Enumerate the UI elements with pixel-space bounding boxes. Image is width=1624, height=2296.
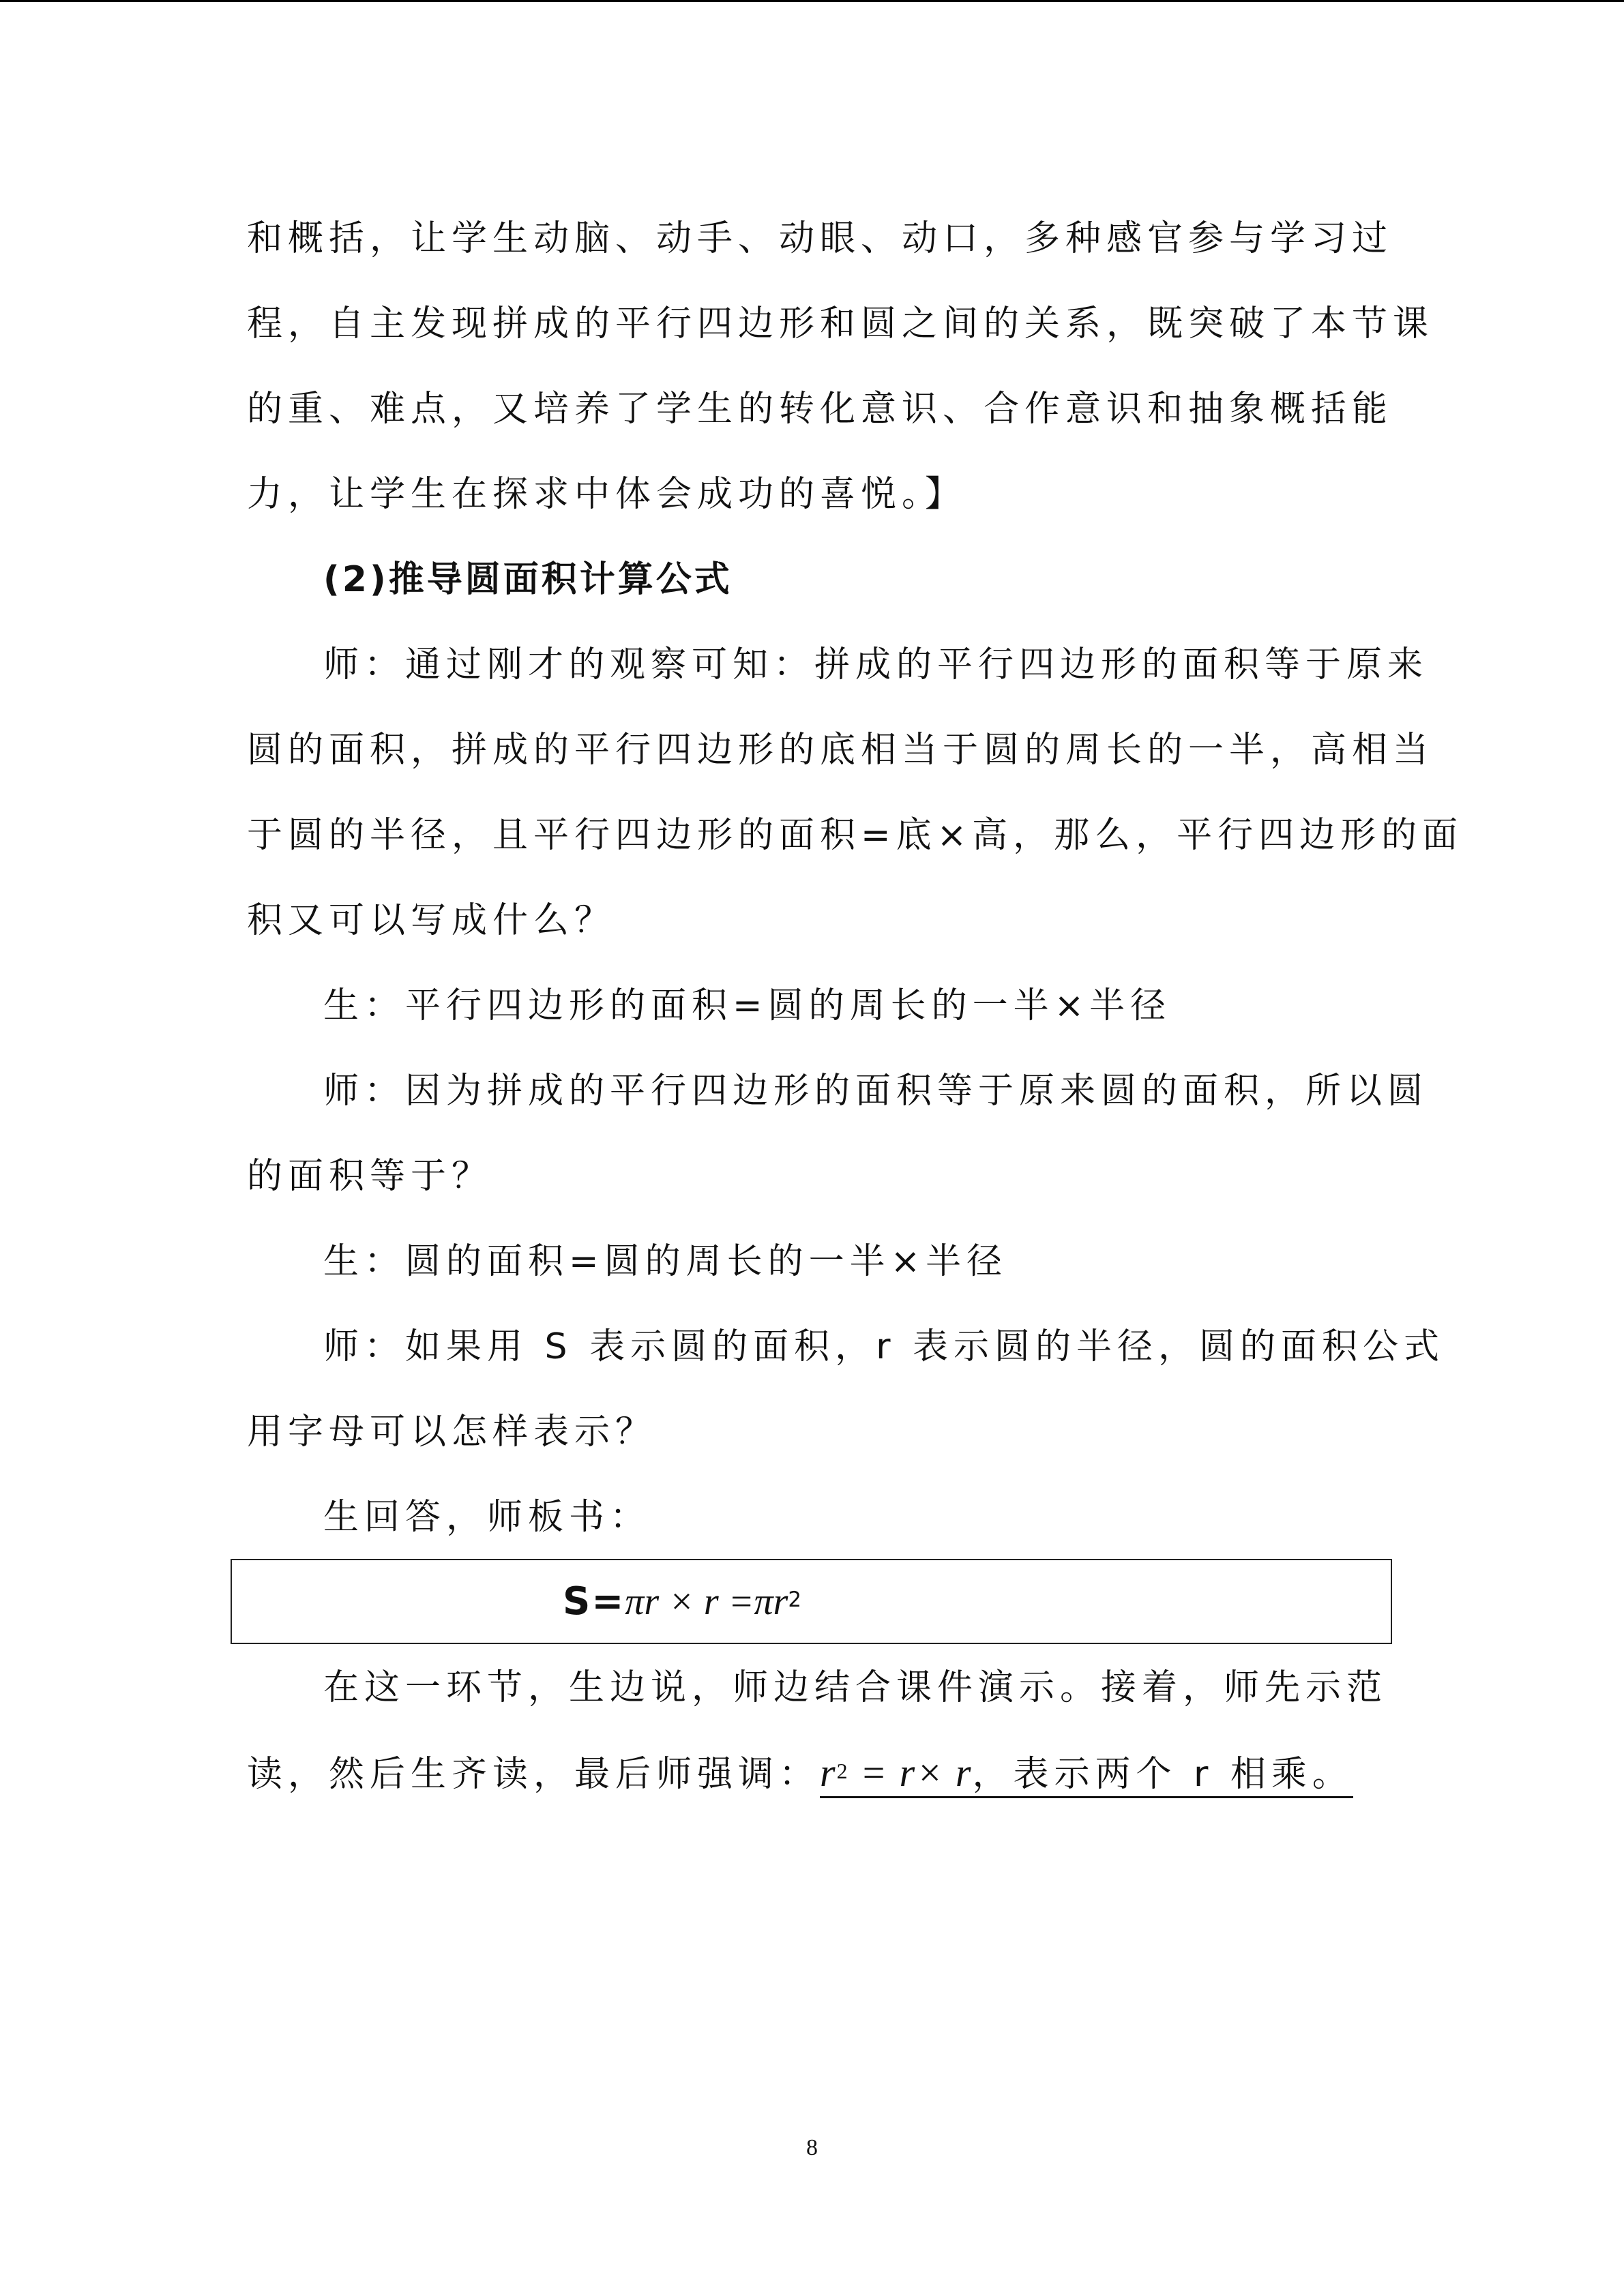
paragraph-line-3: 的重、难点，又培养了学生的转化意识、合作意识和抽象概括能 [247,389,1393,430]
closing-line-2-prefix: 读，然后生齐读，最后师强调： [247,1754,821,1795]
paragraph-line-2: 程，自主发现拼成的平行四边形和圆之间的关系，既突破了本节课 [247,303,1434,344]
student-answer-3: 生回答，师板书： [323,1497,651,1538]
formula-expression: πr × r =πr [625,1581,788,1623]
emphasis-underline [820,1750,1353,1798]
formula-box [231,1559,1392,1644]
section-heading: (2)推导圆面积计算公式 [323,559,733,600]
student-answer-2: 生：圆的面积=圆的周长的一半×半径 [323,1241,1008,1282]
paragraph-line-1: 和概括，让学生动脑、动手、动眼、动口，多种感官参与学习过 [247,218,1393,259]
area-formula [563,1578,801,1631]
teacher-question-1-line-1: 师：通过刚才的观察可知：拼成的平行四边形的面积等于原来 [323,644,1429,685]
teacher-question-3-line-1: 师：如果用 S 表示圆的面积，r 表示圆的半径，圆的面积公式 [323,1326,1445,1367]
emphasis-math-rest: = r× r [848,1750,973,1795]
teacher-question-1-line-4: 积又可以写成什么？ [247,900,616,941]
formula-exponent: 2 [788,1587,801,1613]
closing-line-2 [247,1751,1353,1801]
closing-line-2-suffix: ，表示两个 r 相乘。 [972,1754,1353,1795]
top-border-line [0,0,1624,2]
teacher-question-2-line-2: 的面积等于？ [247,1156,493,1197]
page-number: 8 [806,2135,818,2160]
formula-lead: S= [563,1579,625,1624]
teacher-question-1-line-2: 圆的面积，拼成的平行四边形的底相当于圆的周长的一半，高相当 [247,730,1434,771]
emphasis-math-exponent: 2 [836,1759,849,1783]
closing-line-1: 在这一环节，生边说，师边结合课件演示。接着，师先示范 [323,1667,1388,1708]
teacher-question-3-line-2: 用字母可以怎样表示？ [247,1412,657,1452]
paragraph-line-4: 力，让学生在探求中体会成功的喜悦。】 [247,474,966,515]
teacher-question-1-line-3: 于圆的半径，且平行四边形的面积=底×高，那么，平行四边形的面 [247,815,1464,856]
student-answer-1: 生：平行四边形的面积=圆的周长的一半×半径 [323,985,1172,1026]
emphasis-math [820,1750,972,1795]
emphasis-math-base: r [820,1750,837,1795]
teacher-question-2-line-1: 师：因为拼成的平行四边形的面积等于原来圆的面积，所以圆 [323,1071,1429,1112]
